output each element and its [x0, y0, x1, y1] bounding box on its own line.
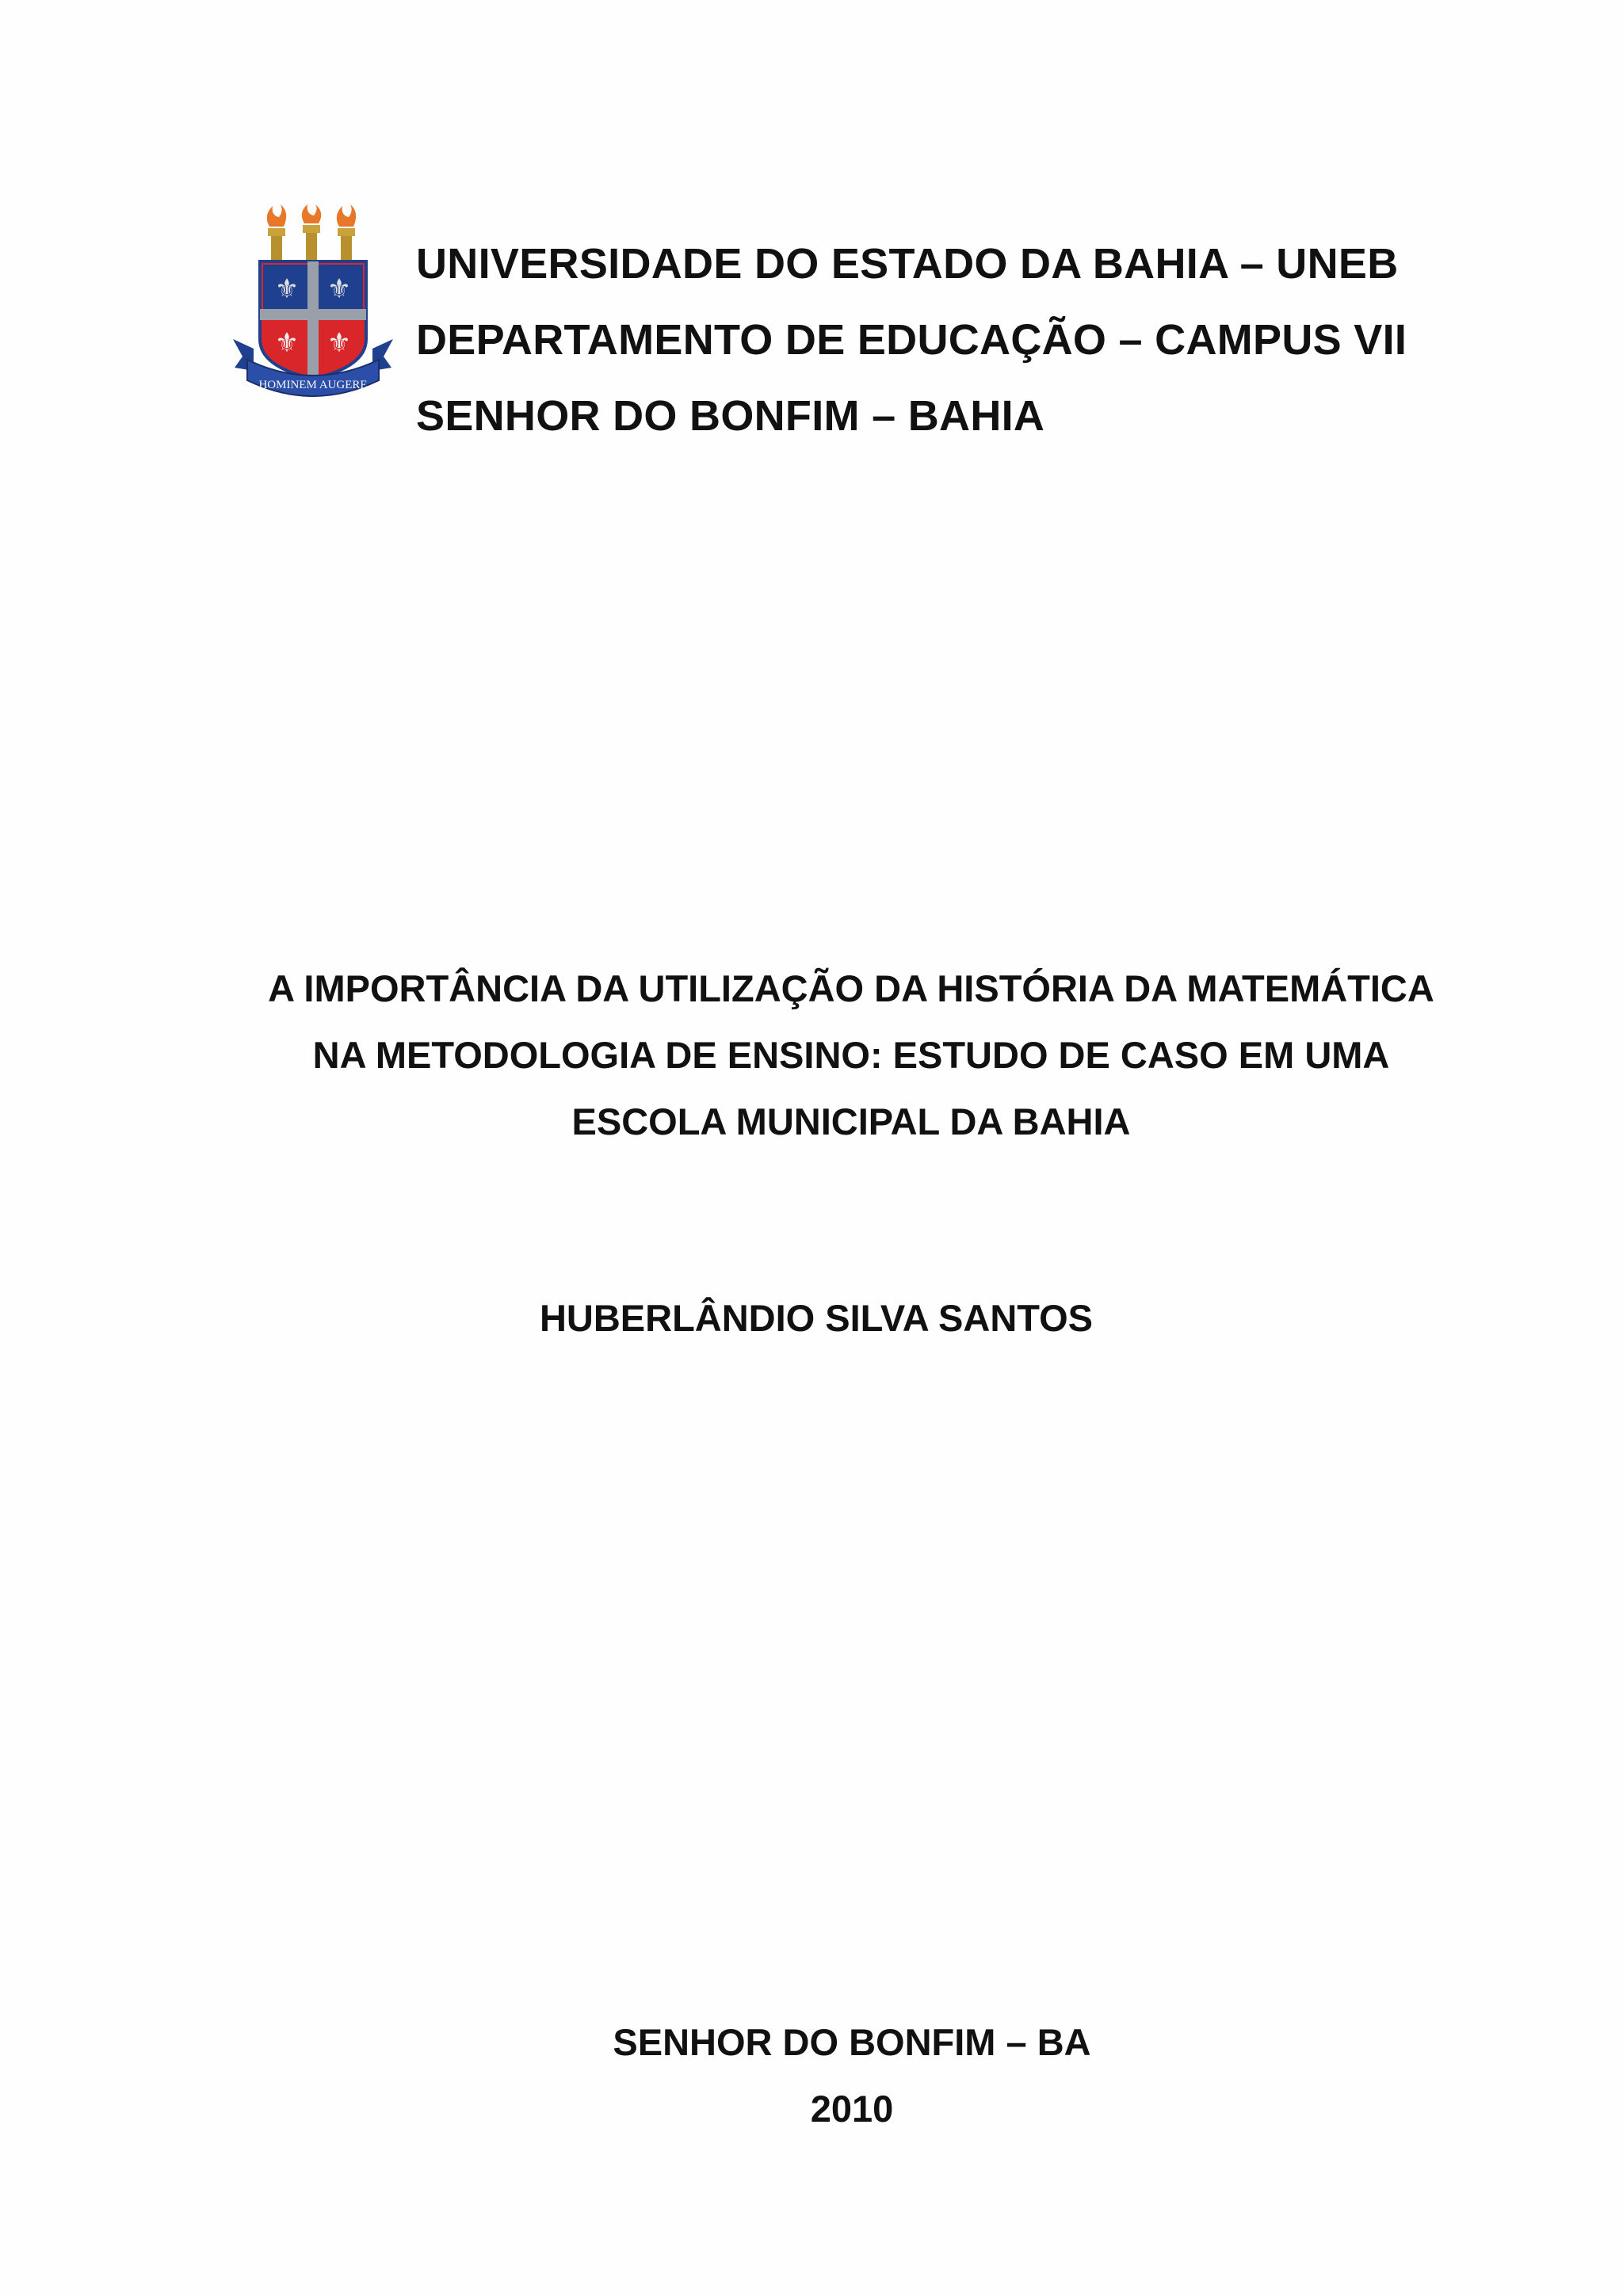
svg-text:HOMINEM AUGERE: HOMINEM AUGERE [258, 379, 368, 391]
institution-header [416, 226, 1573, 454]
city-state: SENHOR DO BONFIM – BAHIA [416, 392, 1045, 440]
title-line-1: A IMPORTÂNCIA DA UTILIZAÇÃO DA HISTÓRIA DA MATEMÁTICA [268, 967, 1434, 1009]
footer-place: SENHOR DO BONFIM – BA [613, 2021, 1091, 2063]
department-name: DEPARTAMENTO DE EDUCAÇÃO – CAMPUS VII [416, 316, 1407, 364]
title-line-3: ESCOLA MUNICIPAL DA BAHIA [571, 1100, 1131, 1142]
svg-text:⚜: ⚜ [274, 327, 300, 359]
shield-icon [260, 261, 366, 379]
svg-text:⚜: ⚜ [327, 327, 352, 359]
uneb-crest-logo [231, 204, 395, 404]
university-name: UNIVERSIDADE DO ESTADO DA BAHIA – UNEB [416, 240, 1399, 288]
footer [428, 2009, 1276, 2142]
thesis-title [158, 955, 1544, 1155]
author-name: HUBERLÂNDIO SILVA SANTOS [539, 1297, 1094, 1339]
torch-icon [302, 204, 321, 261]
svg-text:⚜: ⚜ [327, 273, 352, 305]
title-line-2: NA METODOLOGIA DE ENSINO: ESTUDO DE CASO EM UMA [312, 1034, 1390, 1076]
torch-icon [267, 204, 286, 261]
footer-year: 2010 [810, 2088, 894, 2130]
torch-icon [337, 204, 356, 261]
svg-text:⚜: ⚜ [274, 273, 300, 305]
